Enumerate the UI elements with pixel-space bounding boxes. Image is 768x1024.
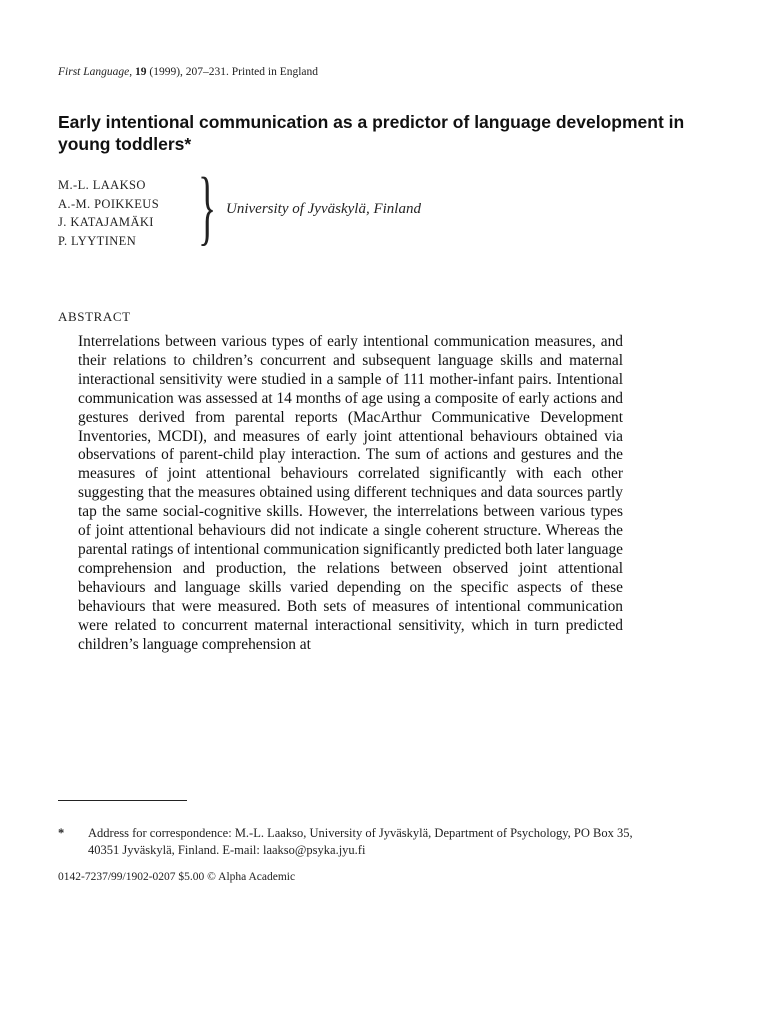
footnote-marker: * xyxy=(58,826,65,840)
footnote-text: Address for correspondence: M.-L. Laakso, University of Jyväskylä, Department of Psychology, PO Box 35, 40351 Jyväskylä, Finland. E-mail: laakso@psyka.jyu.fi xyxy=(88,826,633,857)
author-name: P. LYYTINEN xyxy=(58,233,137,248)
article-title: Early intentional communication as a predictor of language development in young toddlers* xyxy=(58,112,685,154)
author-name: M.-L. LAAKSO xyxy=(58,178,146,192)
footnote-divider xyxy=(58,800,187,801)
author-brace: } xyxy=(198,161,217,254)
journal-citation-rest: (1999), 207–231. Printed in England xyxy=(146,66,319,78)
abstract-body: Interrelations between various types of early intentional communication measures, and their relations to children’s concurrent and subsequent language skills and maternal interactional sensitivity were studied in a sample of 111 mother-infant pairs. Intentional communication was assessed at 14 months of age using a composite of early actions and gestures derived from parental reports (MacArthur Communicative Development Inventories, MCDI), and measures of early joint attentional behaviours obtained via observations of parent-child play interaction. The sum of actions and gestures and the measures of joint attentional behaviours correlated significantly with each other suggesting that the measures obtained using different techniques and data sources partly tap the same social-cognitive skills. However, the interrelations between various types of joint attentional behaviours did not indicate a single coherent structure. Whereas the parental ratings of intentional communication significantly predicted both later language comprehension and production, the relations between observed joint attentional behaviours and language skills varied depending on the specific aspects of these behaviours that were measured. Both sets of measures of intentional communication were related to concurrent maternal interactional sensitivity, which in turn predicted children’s language comprehension at xyxy=(78,333,623,653)
author-list xyxy=(58,176,159,250)
abstract-heading: ABSTRACT xyxy=(58,309,131,324)
author-affiliation: University of Jyväskylä, Finland xyxy=(226,201,421,217)
author-name: A.-M. POIKKEUS xyxy=(58,196,160,211)
journal-citation: First Language, 19 (1999), 207–231. Printed in England xyxy=(58,66,319,78)
copyright-imprint: 0142-7237/99/1902-0207 $5.00 © Alpha Academic xyxy=(58,871,296,883)
author-name: J. KATAJAMÄKI xyxy=(58,215,154,229)
journal-volume: 19 xyxy=(135,66,147,78)
footnote xyxy=(58,825,648,859)
journal-name: First Language xyxy=(58,66,130,78)
